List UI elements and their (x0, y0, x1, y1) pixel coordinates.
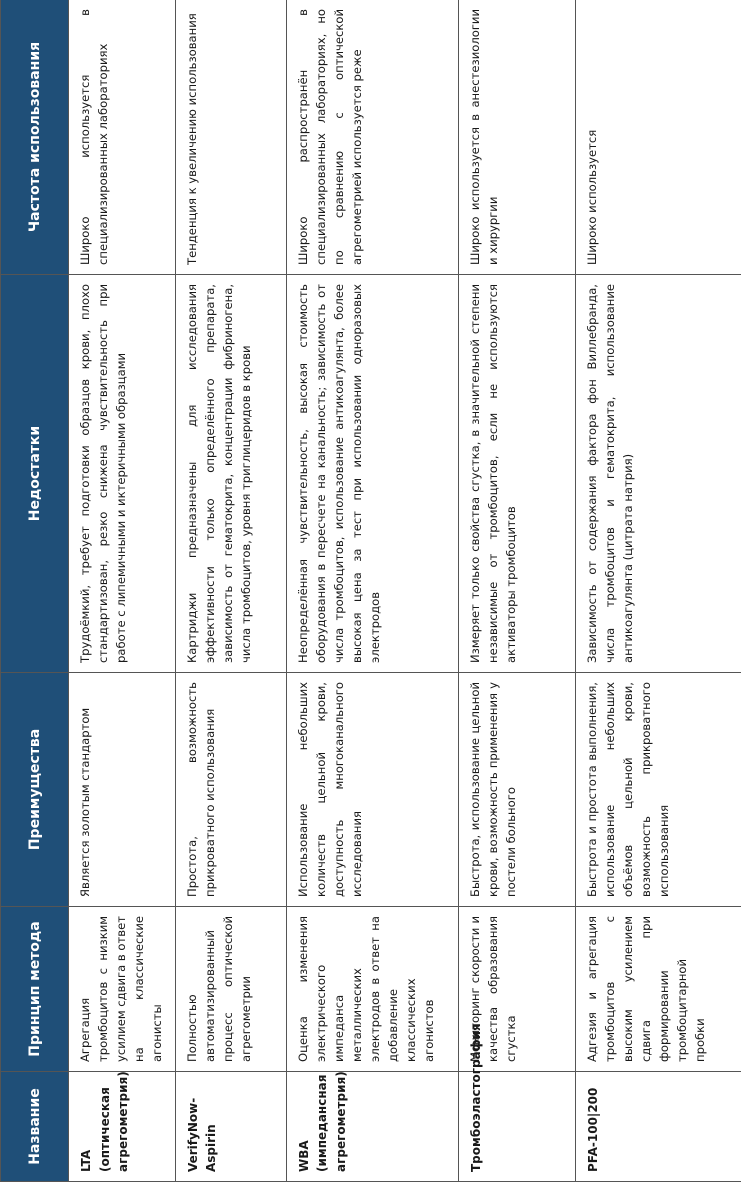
cell-disadvantages: Неопределённая чувствительность, высокая стоимость оборудования в пересчете на канальность; зависимость от числа тромбоцитов, использование антикоагулянта, более высокая цена за тест при использовании одноразовых электродов (286, 275, 458, 673)
cell-principle: Адгезия и агрегация тромбоцитов с высоким усилением сдвига при формировании тромбоцитарной пробки (575, 907, 741, 1072)
header-name: Название (1, 1072, 69, 1182)
cell-principle: Агрегация тромбоцитов с низким усилием сдвига в ответ на классические агонисты (69, 907, 176, 1072)
cell-name: PFA-100|200 (575, 1072, 741, 1182)
cell-frequency: Тенденция к увеличению использования (175, 0, 286, 275)
cell-name: WBA (импедансная агрегометрия) (286, 1072, 458, 1182)
cell-disadvantages: Измеряет только свойства сгустка, в значительной степени независимые от тромбоцитов, если не используются активаторы тромбоцитов (458, 275, 575, 673)
cell-principle: Оценка изменения электрического импеданса металлических электродов в ответ на добавление классических агонистов (286, 907, 458, 1072)
cell-principle: Мониторинг скорости и качества образования сгустка (458, 907, 575, 1072)
header-principle: Принцип метода (1, 907, 69, 1072)
table-row (286, 0, 458, 1182)
cell-frequency: Широко используется в анестезиологии и хирургии (458, 0, 575, 275)
header-frequency: Частота использования (1, 0, 69, 275)
cell-name: VerifyNow-Aspirin (175, 1072, 286, 1182)
cell-principle: Полностью автоматизированный процесс оптической агрегометрии (175, 907, 286, 1072)
cell-disadvantages: Картриджи предназначены для исследования эффективности только определённого препарата, зависимость от гематокрита, концентрации фибриногена, числа тромбоцитов, уровня триглицеридов в крови (175, 275, 286, 673)
table-row (458, 0, 575, 1182)
cell-name: Тромбоэластография (458, 1072, 575, 1182)
cell-advantages: Использование небольших количеств цельной крови, доступность многоканального исследования (286, 673, 458, 907)
header-advantages: Преимущества (1, 673, 69, 907)
cell-advantages: Простота, возможность прикроватного использования (175, 673, 286, 907)
cell-name: LTA (оптическая агрегометрия) (69, 1072, 176, 1182)
cell-advantages: Является золотым стандартом (69, 673, 176, 907)
cell-advantages: Быстрота, использование цельной крови, возможность применения у постели больного (458, 673, 575, 907)
cell-advantages: Быстрота и простота выполнения, использование небольших объёмов цельной крови, возможность прикроватного использования (575, 673, 741, 907)
table-row (575, 0, 741, 1182)
table-row (175, 0, 286, 1182)
table-row (69, 0, 176, 1182)
cell-frequency: Широко используется в специализированных лабораториях (69, 0, 176, 275)
table-header-row (1, 0, 69, 1182)
cell-disadvantages: Зависимость от содержания фактора фон Виллебранда, числа тромбоцитов и гематокрита, использование антикоагулянта (цитрата натрия) (575, 275, 741, 673)
cell-frequency: Широко распространён в специализированных лабораториях, но по сравнению с оптической агрегометрией используется реже (286, 0, 458, 275)
header-disadvantages: Недостатки (1, 275, 69, 673)
cell-disadvantages: Трудоёмкий, требует подготовки образцов крови, плохо стандартизован, резко снижена чувствительность при работе с липемичными и иктеричными образцами (69, 275, 176, 673)
cell-frequency: Широко используется (575, 0, 741, 275)
